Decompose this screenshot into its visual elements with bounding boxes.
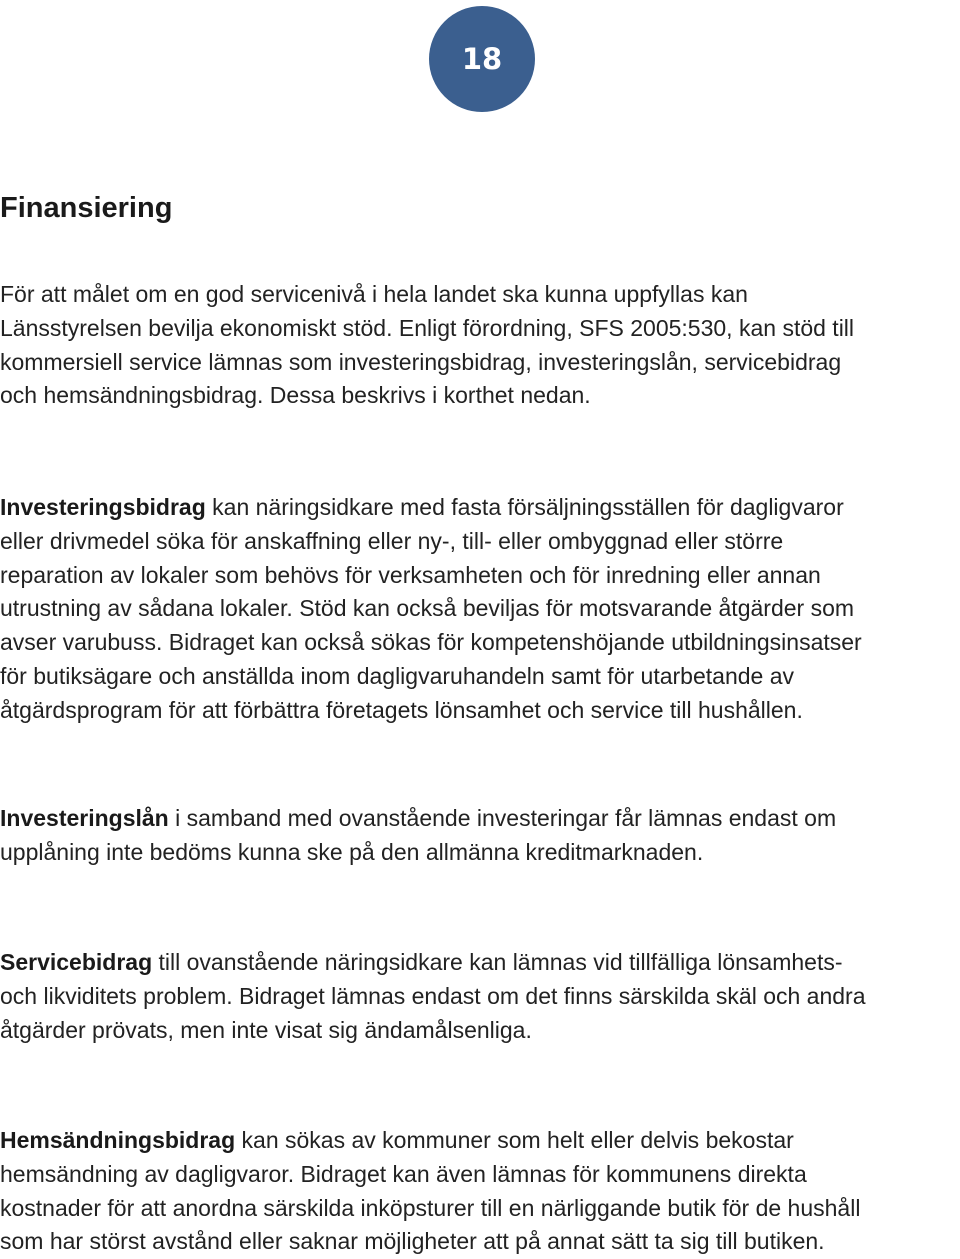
- page-title: Finansiering: [0, 192, 173, 224]
- intro-paragraph: [0, 278, 960, 413]
- paragraph-text: i samband med ovanstående investeringar får lämnas endast om: [168, 805, 837, 831]
- paragraph-text: kan näringsidkare med fasta försäljningsställen för dagligvaror: [205, 494, 844, 520]
- paragraph-line: åtgärdsprogram för att förbättra företagets lönsamhet och service till hushållen.: [0, 696, 803, 723]
- hemsandningsbidrag-paragraph: [0, 1124, 960, 1259]
- page-number: 18: [461, 42, 503, 76]
- paragraph-line: kostnader för att anordna särskilda inköpsturer till en närliggande butik för de hushåll: [0, 1194, 861, 1221]
- term-investeringsbidrag: Investeringsbidrag: [0, 494, 206, 520]
- paragraph-line: och likviditets problem. Bidraget lämnas endast om det finns särskilda skäl och andra: [0, 982, 866, 1009]
- paragraph-line: utrustning av sådana lokaler. Stöd kan också beviljas för motsvarande åtgärder som: [0, 595, 855, 622]
- paragraph-line: hemsändning av dagligvaror. Bidraget kan även lämnas för kommunens direkta: [0, 1160, 807, 1187]
- intro-line: För att målet om en god servicenivå i hela landet ska kunna uppfyllas kan: [0, 281, 748, 307]
- intro-line: kommersiell service lämnas som investeringsbidrag, investeringslån, servicebidrag: [0, 348, 842, 375]
- paragraph-first-line: [0, 1124, 960, 1158]
- intro-line: Länsstyrelsen bevilja ekonomiskt stöd. Enligt förordning, SFS 2005:530, kan stöd till: [0, 314, 855, 341]
- paragraph-line: reparation av lokaler som behövs för verksamheten och för inredning eller annan: [0, 561, 821, 588]
- paragraph-line: som har störst avstånd eller saknar möjligheter att på annat sätt ta sig till butiken.: [0, 1228, 825, 1255]
- paragraph-line: åtgärder prövats, men inte visat sig ändamålsenliga.: [0, 1016, 532, 1043]
- paragraph-first-line: [0, 946, 960, 980]
- paragraph-text: kan sökas av kommuner som helt eller delvis bekostar: [235, 1127, 794, 1153]
- paragraph-line: för butiksägare och anställda inom dagligvaruhandeln samt för utarbetande av: [0, 662, 794, 689]
- term-servicebidrag: Servicebidrag: [0, 949, 153, 975]
- term-hemsandningsbidrag: Hemsändningsbidrag: [0, 1127, 236, 1153]
- paragraph-text: till ovanstående näringsidkare kan lämnas vid tillfälliga lönsamhets-: [152, 949, 843, 975]
- investeringsbidrag-paragraph: [0, 491, 960, 728]
- page-number-badge: [429, 6, 535, 112]
- servicebidrag-paragraph: [0, 946, 960, 1047]
- term-investeringslan: Investeringslån: [0, 805, 169, 831]
- paragraph-line: avser varubuss. Bidraget kan också sökas för kompetenshöjande utbildningsinsatser: [0, 629, 862, 656]
- paragraph-first-line: [0, 802, 960, 836]
- intro-line: och hemsändningsbidrag. Dessa beskrivs i korthet nedan.: [0, 382, 591, 409]
- paragraph-line: eller drivmedel söka för anskaffning eller ny-, till- eller ombyggnad eller större: [0, 527, 784, 554]
- paragraph-first-line: [0, 491, 960, 525]
- investeringslan-paragraph: [0, 802, 960, 870]
- paragraph-line: upplåning inte bedöms kunna ske på den allmänna kreditmarknaden.: [0, 838, 704, 865]
